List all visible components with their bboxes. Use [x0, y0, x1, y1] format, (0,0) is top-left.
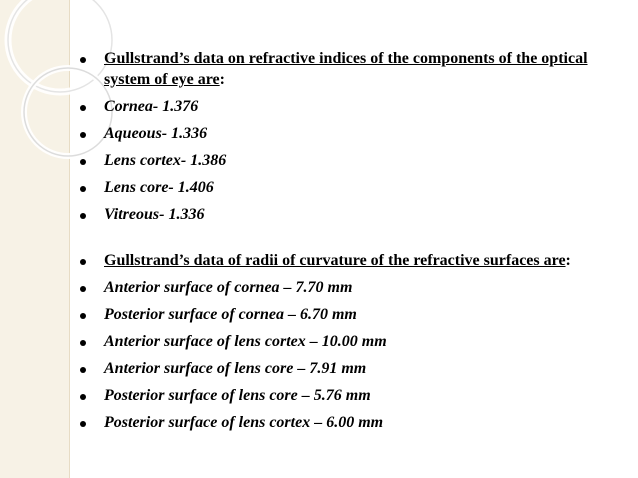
list-item	[80, 331, 630, 352]
bullet-icon	[80, 421, 86, 427]
list-item-text: Cornea- 1.376	[104, 98, 199, 115]
list-item-text: Anterior surface of lens core – 7.91 mm	[104, 360, 367, 377]
list-item	[80, 96, 630, 117]
list-item	[80, 204, 630, 225]
radii-heading	[80, 250, 630, 271]
bullet-icon	[80, 259, 86, 265]
bullet-icon	[80, 105, 86, 111]
radii-heading-text: Gullstrand’s data of radii of curvature of the refractive surfaces are	[104, 252, 566, 269]
bullet-icon	[80, 286, 86, 292]
slide-content	[80, 48, 630, 433]
list-item	[80, 304, 630, 325]
list-item-text: Anterior surface of cornea – 7.70 mm	[104, 279, 353, 296]
list-item-text: Lens core- 1.406	[104, 179, 214, 196]
bullet-icon	[80, 394, 86, 400]
bullet-icon	[80, 186, 86, 192]
bullet-icon	[80, 132, 86, 138]
list-item-text: Posterior surface of cornea – 6.70 mm	[104, 306, 357, 323]
bullet-icon	[80, 213, 86, 219]
refractive-heading-text: Gullstrand’s data on refractive indices of the components of the optical system of eye are	[104, 50, 588, 88]
radii-heading-colon: :	[565, 252, 571, 269]
list-item-text: Posterior surface of lens cortex – 6.00 mm	[104, 414, 384, 431]
bullet-icon	[80, 367, 86, 373]
list-item	[80, 277, 630, 298]
list-item-text: Posterior surface of lens core – 5.76 mm	[104, 387, 371, 404]
list-item	[80, 358, 630, 379]
refractive-heading	[80, 48, 630, 90]
bullet-icon	[80, 340, 86, 346]
list-item	[80, 177, 630, 198]
bullet-icon	[80, 159, 86, 165]
list-item	[80, 412, 630, 433]
list-item	[80, 385, 630, 406]
list-item-text: Vitreous- 1.336	[104, 206, 205, 223]
list-item-text: Anterior surface of lens cortex – 10.00 mm	[104, 333, 387, 350]
list-item	[80, 123, 630, 144]
list-item-text: Lens cortex- 1.386	[104, 152, 227, 169]
bullet-icon	[80, 57, 86, 63]
bullet-icon	[80, 313, 86, 319]
refractive-heading-colon: :	[219, 71, 225, 88]
list-item-text: Aqueous- 1.336	[104, 125, 208, 142]
list-item	[80, 150, 630, 171]
